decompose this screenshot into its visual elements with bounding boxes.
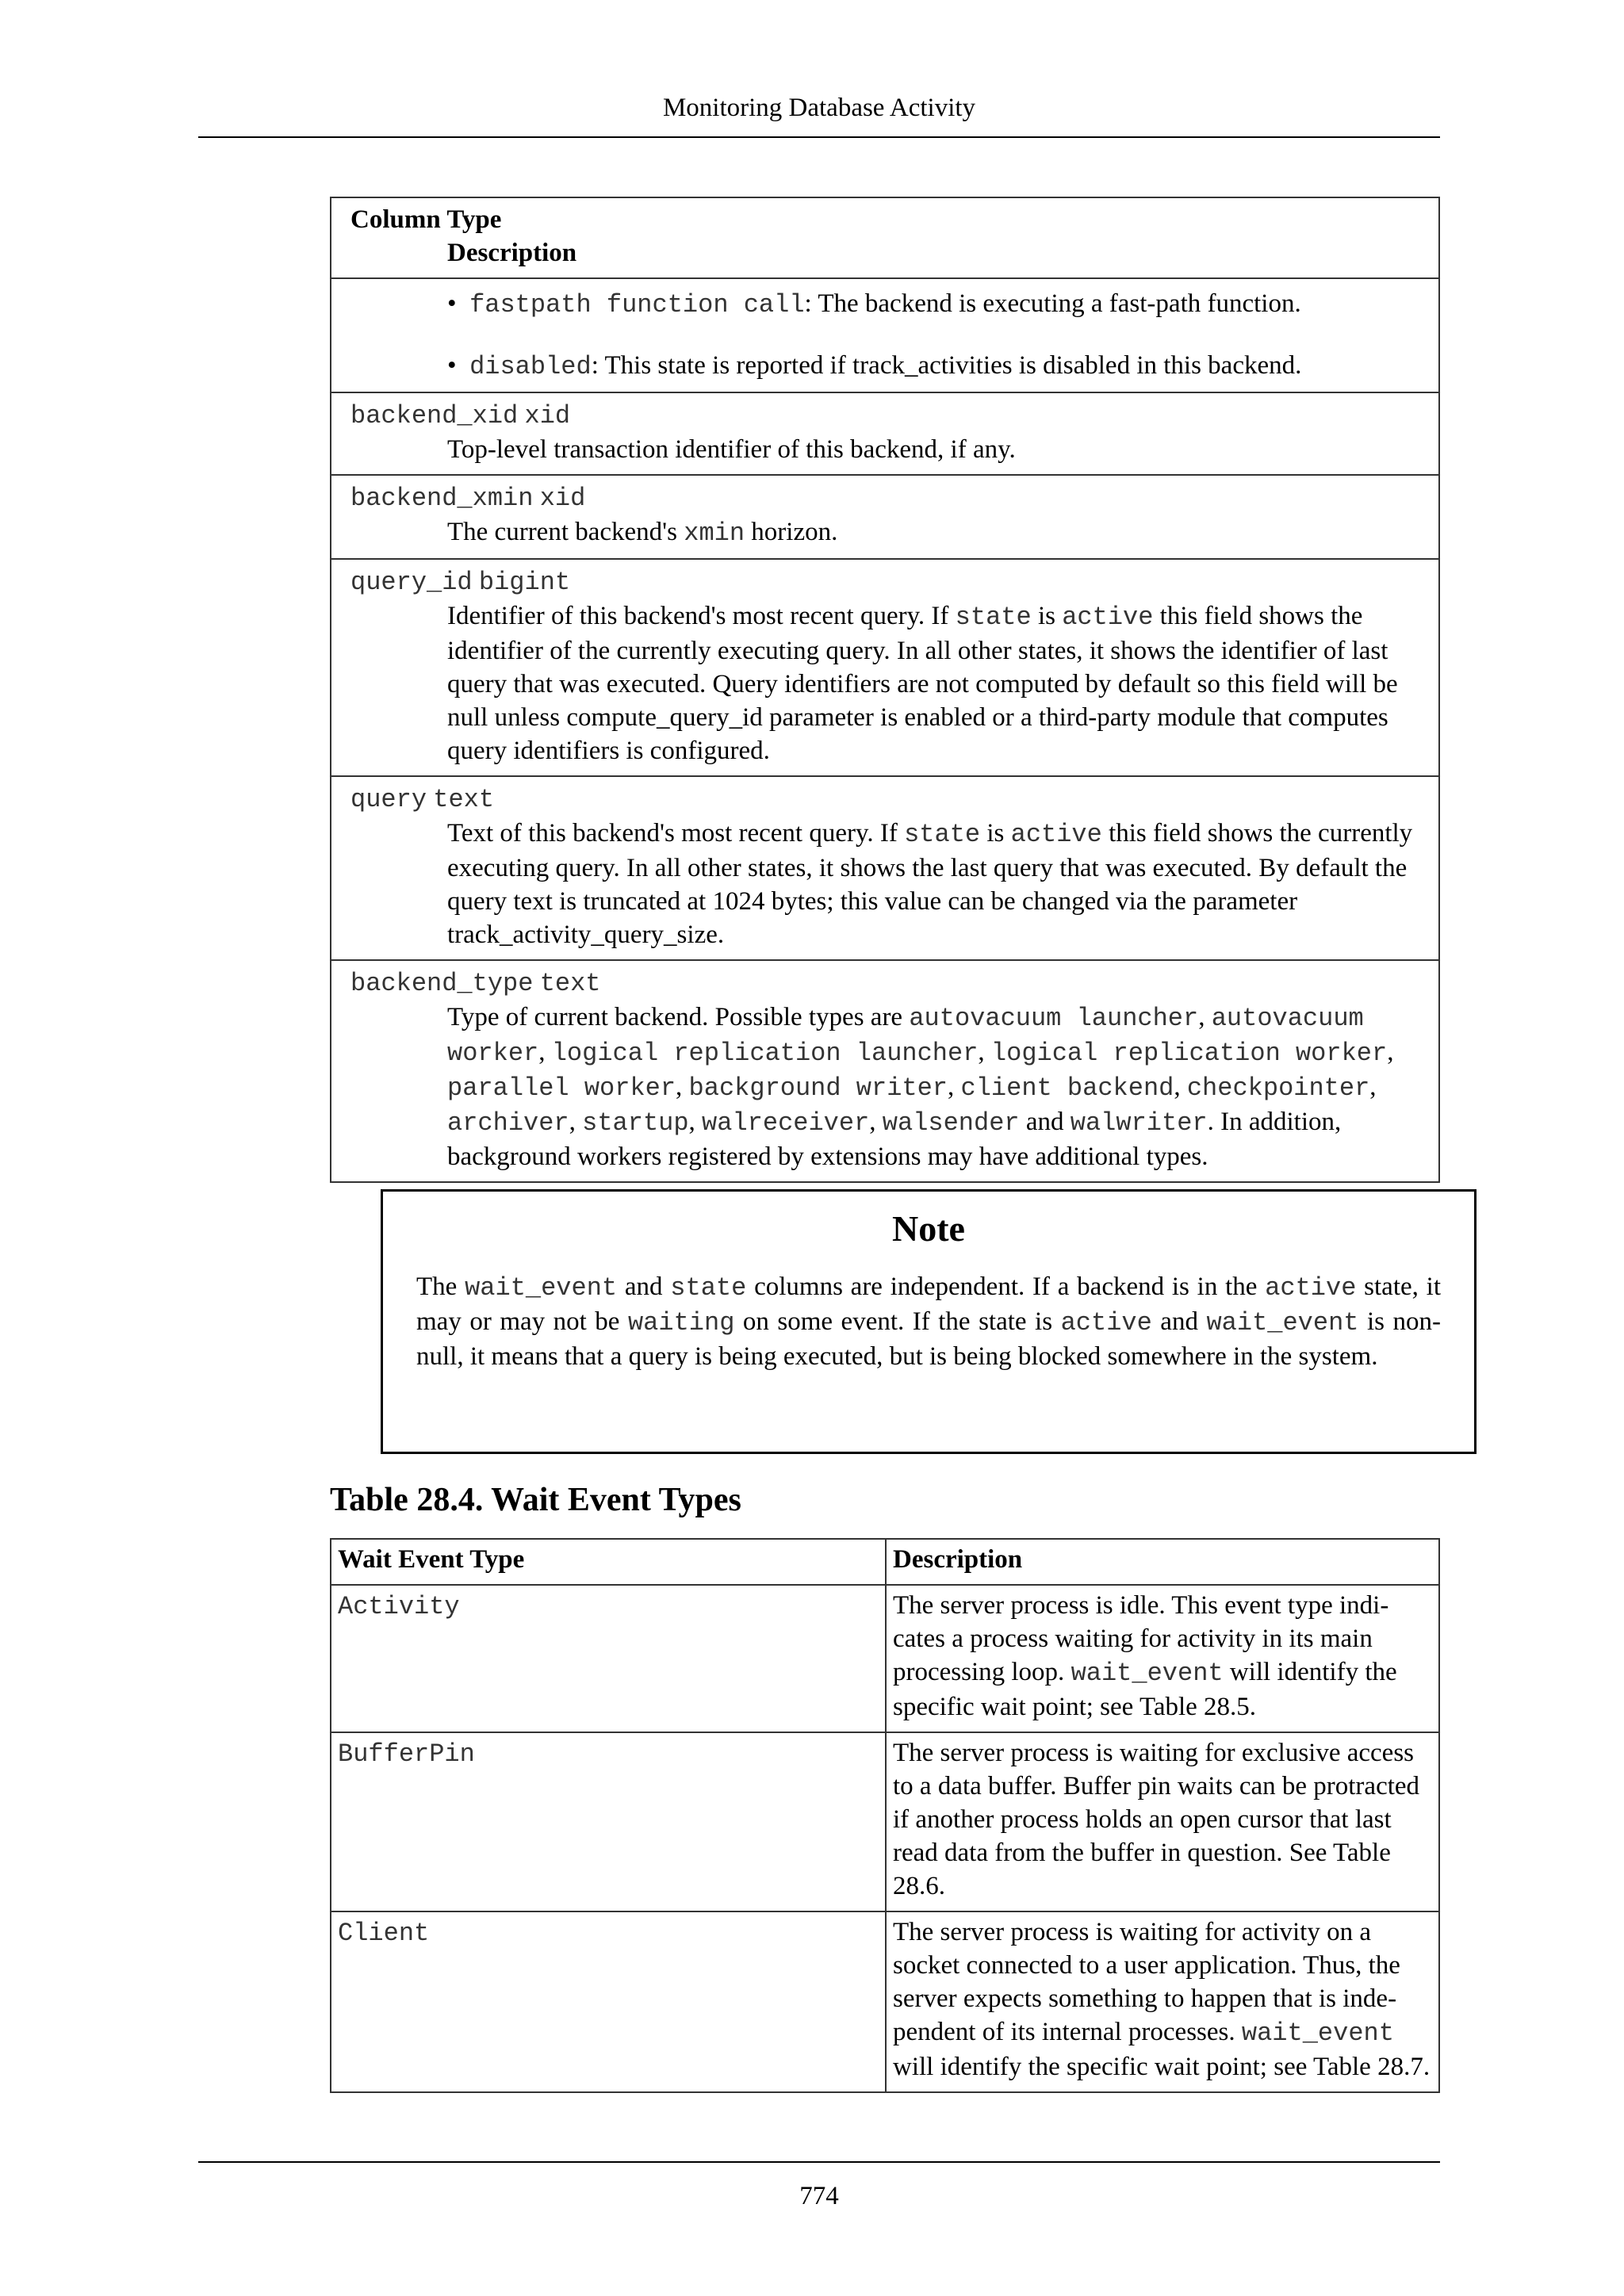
column-row-backend-xid <box>331 392 1438 474</box>
page-number: 774 <box>799 2182 839 2210</box>
column-type: text <box>539 969 601 998</box>
column-type: xid <box>539 484 586 513</box>
wait-event-table <box>330 1538 1440 2093</box>
backend-type-value: background writer <box>688 1073 948 1103</box>
backend-type-value: archiver <box>447 1108 569 1138</box>
wait-event-type-heading: Wait Event Type <box>331 1539 886 1585</box>
table-header-row <box>331 1539 1439 1585</box>
column-table-header <box>331 198 1438 277</box>
footer-rule <box>198 2161 1440 2163</box>
description-heading: Description <box>886 1539 1439 1585</box>
backend-type-value: walwriter <box>1070 1108 1208 1138</box>
column-name: query <box>350 785 427 814</box>
backend-type-value: logical replication launcher <box>551 1039 979 1068</box>
wait-event-type: Client <box>338 1919 430 1948</box>
column-row-query-id <box>331 558 1438 775</box>
state-values-continuation <box>331 277 1438 392</box>
table-caption: Table 28.4. Wait Event Types <box>330 1482 741 1518</box>
column-name: query_id <box>350 568 473 597</box>
backend-type-value: client backend <box>960 1073 1174 1103</box>
wait-event-type: BufferPin <box>338 1739 475 1769</box>
column-type: text <box>433 785 495 814</box>
wait-event-description: The server process is waiting for exclusive access to a data buffer. Buffer pin waits can be protracted if another process holds an open cursor that last read data from the buffer in question. See Table 28.6. <box>886 1732 1439 1911</box>
column-type: xid <box>524 401 571 430</box>
backend-type-value: parallel worker <box>447 1073 676 1103</box>
state-value-code: disabled <box>469 352 592 381</box>
column-name: backend_xid <box>350 401 519 430</box>
column-table <box>330 197 1440 1183</box>
backend-type-value: startup <box>582 1108 689 1138</box>
column-description: Text of this backend's most recent query. If state is active this field shows the currently executing query. In all other states, it shows the last query that was executed. By default the query text is truncated at 1024 bytes; this value can be changed via the parameter track_activity_query_size. <box>447 819 1413 949</box>
note-box <box>381 1189 1477 1454</box>
column-name: backend_xmin <box>350 484 534 513</box>
column-type-heading: Column Type <box>350 205 502 234</box>
backend-type-value: walsender <box>882 1108 1020 1138</box>
column-row-backend-xmin <box>331 474 1438 558</box>
table-row <box>331 1585 1439 1732</box>
table-row <box>331 1732 1439 1911</box>
column-description: Identifier of this backend's most recent query. If state is active this field shows the identifier of the currently executing query. In all other states, it shows the identifier of last query that was executed. Query identifiers are not computed by default so this field will be null unless compute_query_id parameter is enabled or a third-party module that computes query identifiers is configured. <box>447 602 1398 765</box>
backend-type-value: autovacuum worker <box>447 1004 1364 1068</box>
description-heading: Description <box>447 239 577 267</box>
bullet-item: • disabled: This state is reported if track_activities is disabled in this backend. <box>447 351 1302 381</box>
backend-type-value: checkpointer <box>1186 1073 1370 1103</box>
backend-type-value: autovacuum launcher <box>909 1004 1199 1033</box>
column-name: backend_type <box>350 969 534 998</box>
column-description: Type of current backend. Possible types are autovacuum launcher, autovacuum worker, logical replication launcher, logical replication worker, parallel worker, background writer, client backend, checkpointer, archiver, startup, walreceiver, walsender and walwriter. In addition, background workers registered by extensions may have additional types. <box>447 1003 1394 1171</box>
backend-type-value: logical replication worker <box>990 1039 1388 1068</box>
column-type: bigint <box>478 568 571 597</box>
backend-type-value: walreceiver <box>702 1108 870 1138</box>
note-title: Note <box>892 1208 965 1249</box>
bullet-item: • fastpath function call: The backend is executing a fast-path function. <box>447 289 1301 320</box>
wait-event-type: Activity <box>338 1592 460 1621</box>
column-row-backend-type <box>331 959 1438 1181</box>
note-text: The wait_event and state columns are independent. If a backend is in the active state, it may or may not be waiting on some event. If the state is active and wait_event is non-null, it means that a query is being executed, but is being blocked somewhere in the system. <box>416 1272 1441 1371</box>
column-description: Top-level transaction identifier of this backend, if any. <box>447 435 1016 464</box>
header-rule <box>198 136 1440 138</box>
column-description: The current backend's xmin horizon. <box>447 518 838 548</box>
column-row-query <box>331 775 1438 959</box>
running-header: Monitoring Database Activity <box>662 94 976 122</box>
wait-event-description: The server process is waiting for activity on a socket connected to a user application. Thus, the server expects something to happen that is independent of its internal processes. wait_event will identify the specific wait point; see Table 28.7. <box>886 1911 1439 2092</box>
wait-event-description: The server process is idle. This event type indicates a process waiting for activity in its main processing loop. wait_event will identify the specific wait point; see Table 28.5. <box>886 1585 1439 1732</box>
table-row <box>331 1911 1439 2092</box>
state-value-code: fastpath function call <box>469 290 805 320</box>
